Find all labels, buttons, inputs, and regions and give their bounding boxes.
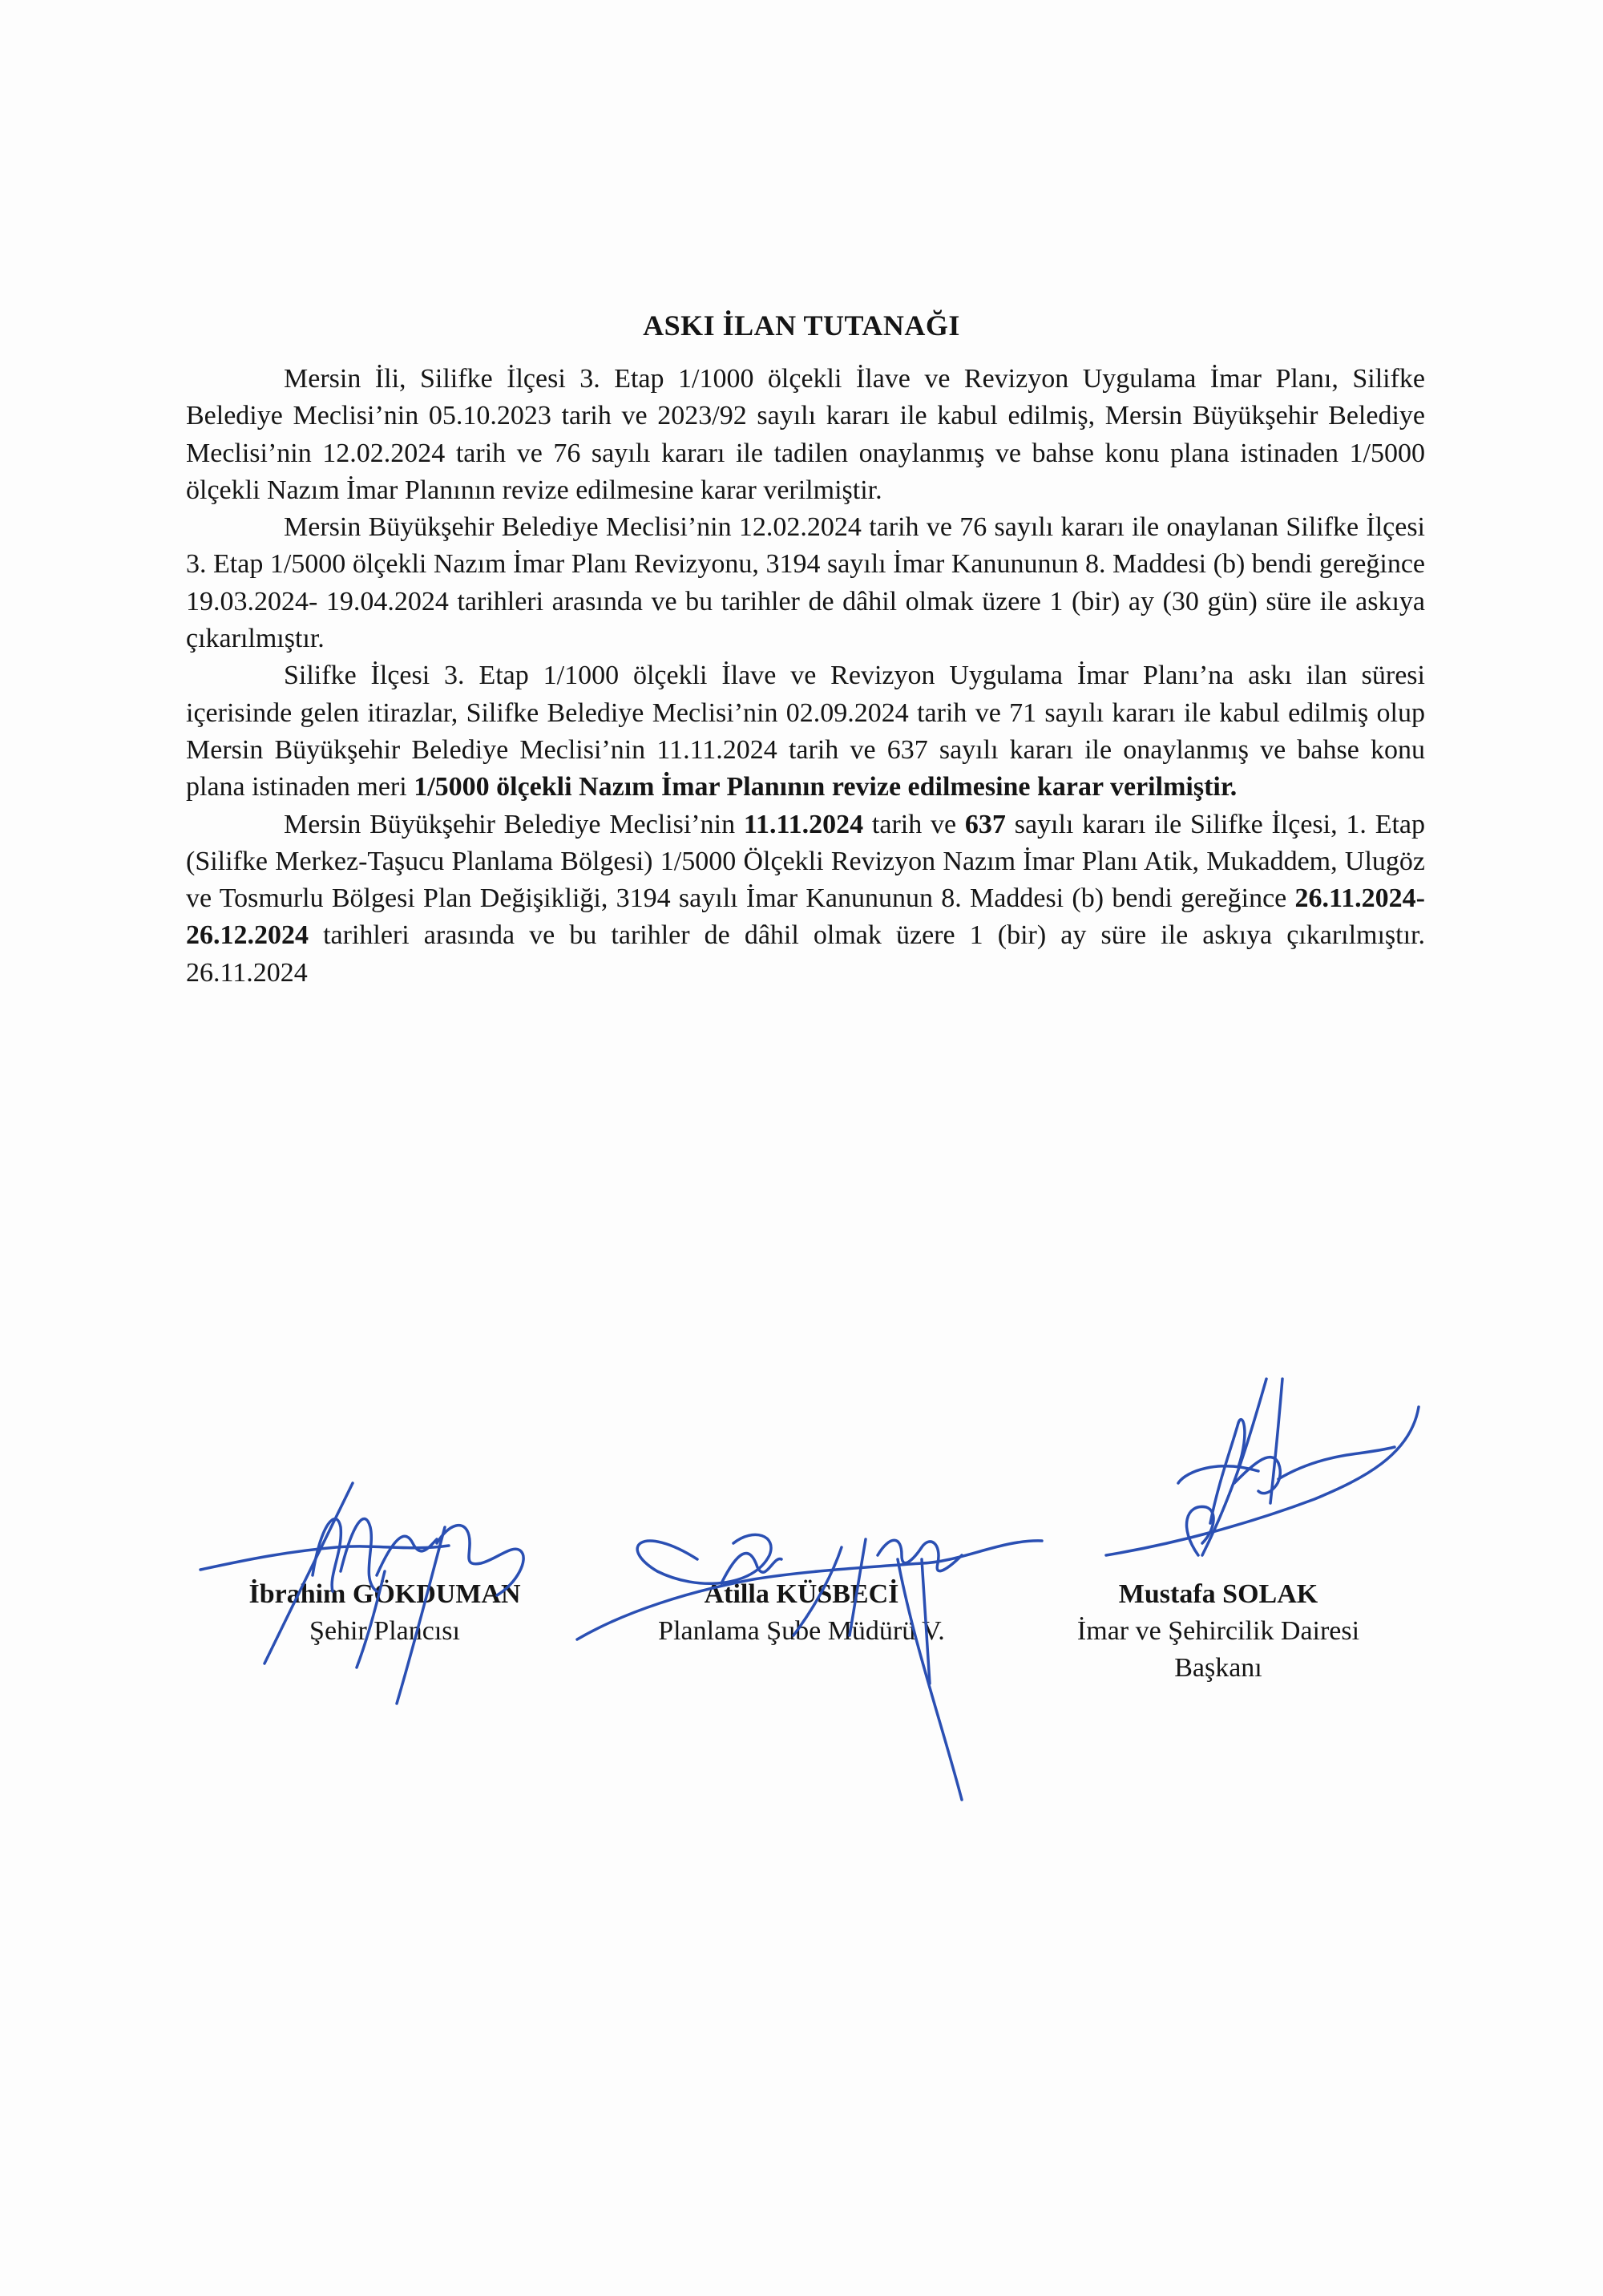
paragraph-1-text: Mersin İli, Silifke İlçesi 3. Etap 1/1000 ölçekli İlave ve Revizyon Uygulama İmar Planı, Silifke Belediye Meclisi’nin 05.10.2023 tarih ve 2023/92 sayılı kararı ile kabul edilmiş, Mersin Büyükşehir Belediye Meclisi’nin 12.02.2024 tarih ve 76 sayılı kararı ile tadilen onaylanmış ve bahse konu plana istinaden 1/5000 ölçekli Nazım İmar Planının revize edilmesine karar verilmiştir.	[186, 364, 1425, 505]
paragraph-4-text-a: Mersin Büyükşehir Belediye Meclisi’nin	[284, 809, 744, 839]
paragraph-1	[186, 361, 1425, 509]
paragraph-3-text: Silifke İlçesi 3. Etap 1/1000 ölçekli İlave ve Revizyon Uygulama İmar Planı’na askı ilan süresi içerisinde gelen itirazlar, Silifke Belediye Meclisi’nin 02.09.2024 tarih ve 71 sayılı kararı ile kabul edilmiş olup Mersin Büyükşehir Belediye Meclisi’nin 11.11.2024 tarih ve 637 sayılı kararı ile onaylanmış ve bahse konu plana istinaden meri	[186, 661, 1425, 802]
signatory-3-name: Mustafa SOLAK	[1118, 1579, 1318, 1609]
paragraph-2-text: Mersin Büyükşehir Belediye Meclisi’nin 12.02.2024 tarih ve 76 sayılı kararı ile onaylanan Silifke İlçesi 3. Etap 1/5000 ölçekli Nazım İmar Planı Revizyonu, 3194 sayılı İmar Kanununun 8. Maddesi (b) bendi gereğince 19.03.2024- 19.04.2024 tarihleri arasında ve bu tarihler de dâhil olmak üzere 1 (bir) ay (30 gün) süre ile askıya çıkarılmıştır.	[186, 512, 1425, 654]
signature-2	[577, 1534, 1042, 1800]
paragraph-4-text-d: tarihleri arasında ve bu tarihler de dâhil olmak üzere 1 (bir) ay süre ile askıya çıkarılmıştır. 26.11.2024	[186, 920, 1425, 988]
signatory-1-name: İbrahim GÖKDUMAN	[248, 1579, 521, 1609]
paragraph-4-bold-period: 26.11.2024- 26.12.2024	[186, 883, 1425, 951]
signatory-3-role-line2: Başkanı	[1174, 1653, 1262, 1683]
signature-3	[1106, 1379, 1419, 1555]
signatory-3-role: İmar ve Şehircilik Dairesi	[1076, 1616, 1360, 1646]
paragraph-3-bold-decision: 1/5000 ölçekli Nazım İmar Planının revize edilmesine karar verilmiştir.	[414, 772, 1238, 802]
signatory-3	[1018, 1576, 1419, 1687]
document-body	[186, 361, 1425, 992]
signatory-2	[609, 1576, 994, 1650]
paragraph-2	[186, 509, 1425, 657]
signatory-1-role: Şehir Plancısı	[309, 1616, 460, 1646]
paragraph-4	[186, 806, 1425, 992]
paragraph-4-bold-date: 11.11.2024	[743, 809, 864, 839]
signatory-1	[200, 1576, 569, 1650]
paragraph-3	[186, 657, 1425, 806]
signatory-2-name: Atilla KÜSBECİ	[704, 1579, 899, 1609]
paragraph-4-bold-number: 637	[964, 809, 1006, 839]
signatory-2-role: Planlama Şube Müdürü V.	[658, 1616, 945, 1646]
paragraph-4-text-c: sayılı kararı ile Silifke İlçesi, 1. Etap (Silifke Merkez-Taşucu Planlama Bölgesi) 1/5000 Ölçekli Revizyon Nazım İmar Planı Atik, Mukaddem, Ulugöz ve Tosmurlu Bölgesi Plan Değişikliği, 3194 sayılı İmar Kanununun 8. Maddesi (b) bendi gereğince	[186, 809, 1426, 914]
paragraph-4-text-b: tarih ve	[863, 809, 965, 839]
document-title: ASKI İLAN TUTANAĞI	[643, 309, 960, 342]
